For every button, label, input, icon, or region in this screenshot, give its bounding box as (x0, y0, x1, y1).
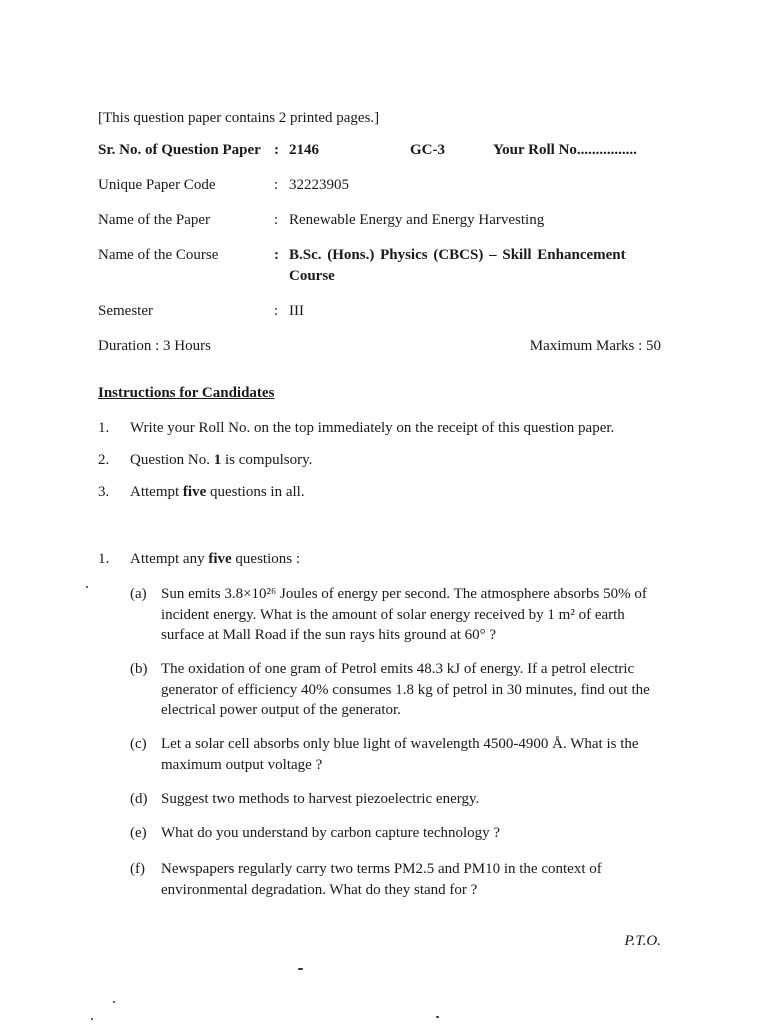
field-colon: : (274, 212, 279, 228)
gc-code: GC-3 (410, 142, 445, 158)
question-text: questions : (231, 551, 300, 567)
scan-speck (91, 1018, 93, 1020)
scan-speck (436, 1016, 439, 1018)
instructions-heading: Instructions for Candidates (98, 385, 275, 401)
page-count-note: [This question paper contains 2 printed pages.] (98, 110, 380, 126)
question-prompt (130, 549, 300, 569)
course-name-label: Name of the Course (98, 247, 219, 263)
question-number: 1. (98, 551, 110, 567)
scan-speck (298, 968, 303, 970)
subquestion-text: What do you understand by carbon capture technology ? (161, 825, 501, 841)
instruction-number: 2. (98, 452, 110, 468)
subquestion-label: (a) (130, 586, 147, 602)
instruction-text: questions in all. (206, 484, 305, 500)
instruction-item (130, 482, 305, 502)
question-text: Attempt any (130, 551, 209, 567)
course-name-value-line2: Course (289, 268, 335, 284)
instruction-emphasis: 1 (213, 452, 222, 468)
subquestion-label: (c) (130, 736, 147, 752)
instruction-emphasis: five (182, 484, 207, 500)
duration: Duration : 3 Hours (98, 338, 211, 354)
instruction-text: Attempt (130, 484, 183, 500)
paper-name-value: Renewable Energy and Energy Harvesting (289, 212, 545, 228)
instruction-item: Write your Roll No. on the top immediately on the receipt of this question paper. (130, 420, 615, 436)
subquestion-text: The oxidation of one gram of Petrol emits 48.3 kJ of energy. If a petrol electric generator of efficiency 40% consumes 1.8 kg of petrol in 30 minutes, find out the electrical power output of the generator. (161, 661, 650, 718)
semester-label: Semester (98, 303, 153, 319)
sr-no-label: Sr. No. of Question Paper (98, 142, 261, 158)
course-name-value: B.Sc. (Hons.) Physics (CBCS) – Skill Enhancement (289, 247, 626, 263)
subquestion-text: Suggest two methods to harvest piezoelectric energy. (161, 791, 480, 807)
subquestion-text: Newspapers regularly carry two terms PM2.5 and PM10 in the context of environmental degradation. What do they stand for ? (161, 861, 602, 898)
scan-speck (113, 1001, 115, 1003)
paper-name-label: Name of the Paper (98, 212, 211, 228)
instruction-number: 1. (98, 420, 110, 436)
page-turn-over: P.T.O. (624, 933, 661, 949)
scan-speck (86, 586, 88, 588)
instruction-text: is compulsory. (221, 452, 313, 468)
subquestion-label: (b) (130, 661, 148, 677)
subquestion-text: Let a solar cell absorbs only blue light of wavelength 4500-4900 Å. What is the maximum output voltage ? (161, 736, 639, 773)
sr-no-value: 2146 (289, 142, 319, 158)
max-marks: Maximum Marks : 50 (529, 338, 661, 354)
subquestion-text: Sun emits 3.8×10²⁶ Joules of energy per second. The atmosphere absorbs 50% of incident energy. What is the amount of solar energy received by 1 m² of earth surface at Mall Road if the sun rays hits ground at 60° ? (161, 586, 647, 643)
subquestion-label: (e) (130, 825, 147, 841)
field-colon: : (274, 303, 279, 319)
semester-value: III (289, 303, 304, 319)
instruction-text: Question No. (130, 452, 214, 468)
subquestion-label: (d) (130, 791, 148, 807)
instruction-item (130, 450, 312, 470)
instruction-number: 3. (98, 484, 110, 500)
field-colon: : (274, 247, 279, 263)
roll-no-field: Your Roll No................ (493, 142, 637, 158)
field-colon: : (274, 177, 279, 193)
sr-no-colon: : (274, 142, 279, 158)
unique-paper-code-value: 32223905 (289, 177, 349, 193)
unique-paper-code-label: Unique Paper Code (98, 177, 216, 193)
subquestion-label: (f) (130, 861, 145, 877)
question-emphasis: five (208, 551, 232, 567)
